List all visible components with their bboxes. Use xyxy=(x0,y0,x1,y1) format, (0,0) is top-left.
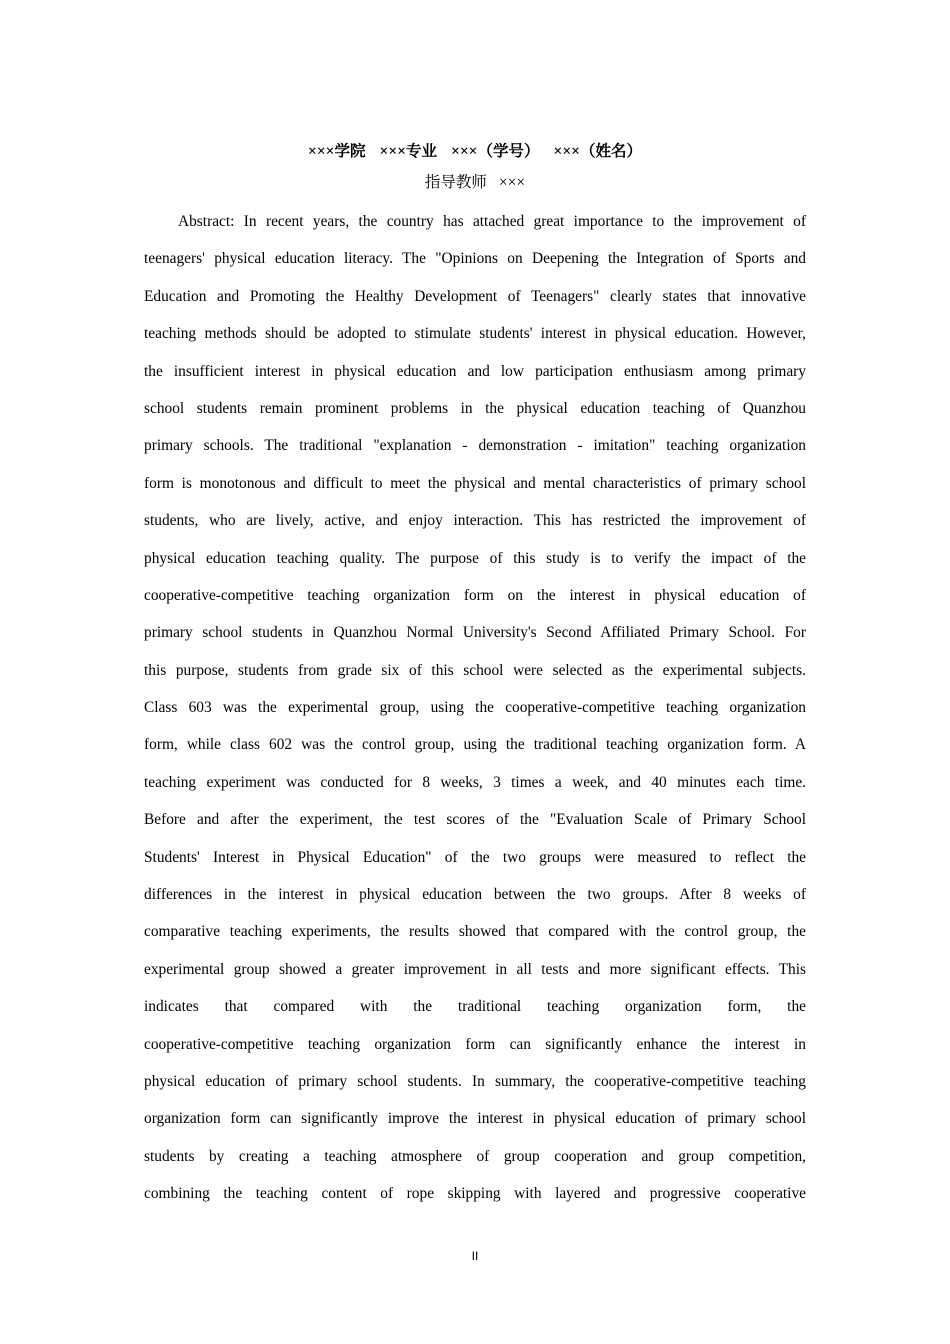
abstract-line: physical education of primary school students. In summary, the cooperative-competitive teaching xyxy=(144,1072,806,1090)
abstract-line: indicates that compared with the traditional teaching organization form, the xyxy=(144,998,806,1016)
abstract-line: students, who are lively, active, and enjoy interaction. This has restricted the improvement of xyxy=(144,512,806,530)
abstract-line: school students remain prominent problems in the physical education teaching of Quanzhou xyxy=(144,399,806,417)
abstract-line: Education and Promoting the Healthy Development of Teenagers" clearly states that innovative xyxy=(144,287,806,305)
abstract-line: Class 603 was the experimental group, using the cooperative-competitive teaching organization xyxy=(144,699,806,717)
student-name: ×××（姓名） xyxy=(553,143,642,160)
college-name: ×××学院 xyxy=(308,143,366,160)
abstract-line: teaching methods should be adopted to stimulate students' interest in physical education. However, xyxy=(144,325,806,343)
abstract-line: physical education teaching quality. The purpose of this study is to verify the impact of the xyxy=(144,549,806,567)
abstract-line: primary schools. The traditional "explanation - demonstration - imitation" teaching organization xyxy=(144,437,806,455)
advisor-name: ××× xyxy=(498,174,526,191)
abstract-line: the insufficient interest in physical education and low participation enthusiasm among primary xyxy=(144,362,806,380)
abstract-line: organization form can significantly improve the interest in physical education of primary school xyxy=(144,1110,806,1128)
advisor-label: 指导教师 xyxy=(424,174,487,191)
abstract-line: Students' Interest in Physical Education" of the two groups were measured to reflect the xyxy=(144,848,806,866)
abstract-line: Abstract: In recent years, the country has attached great importance to the improvement of xyxy=(178,213,806,230)
abstract-line: teenagers' physical education literacy. The "Opinions on Deepening the Integration of Sports and xyxy=(144,250,806,268)
abstract-line: form, while class 602 was the control group, using the traditional teaching organization form. A xyxy=(144,736,806,754)
abstract-line: primary school students in Quanzhou Normal University's Second Affiliated Primary School. For xyxy=(144,624,806,642)
abstract-line: comparative teaching experiments, the results showed that compared with the control group, the xyxy=(144,923,806,941)
abstract-line: cooperative-competitive teaching organization form can significantly enhance the interest in xyxy=(144,1035,806,1053)
advisor-line xyxy=(0,172,950,194)
abstract-line: combining the teaching content of rope skipping with layered and progressive cooperative xyxy=(144,1185,806,1203)
abstract-line: students by creating a teaching atmosphere of group cooperation and group competition, xyxy=(144,1147,806,1165)
author-line xyxy=(0,141,950,163)
abstract-line: Before and after the experiment, the test scores of the "Evaluation Scale of Primary School xyxy=(144,811,806,829)
abstract-line: form is monotonous and difficult to meet the physical and mental characteristics of primary school xyxy=(144,474,806,492)
abstract-line: this purpose, students from grade six of this school were selected as the experimental subjects. xyxy=(144,661,806,679)
major-name: ×××专业 xyxy=(379,143,437,160)
student-id: ×××（学号） xyxy=(451,143,540,160)
abstract-paragraph xyxy=(144,203,806,1213)
abstract-line: cooperative-competitive teaching organization form on the interest in physical education of xyxy=(144,586,806,604)
abstract-line: differences in the interest in physical education between the two groups. After 8 weeks of xyxy=(144,886,806,904)
abstract-line: teaching experiment was conducted for 8 weeks, 3 times a week, and 40 minutes each time. xyxy=(144,773,806,791)
abstract-line: experimental group showed a greater improvement in all tests and more significant effects. This xyxy=(144,960,806,978)
page-number: II xyxy=(471,1249,479,1263)
